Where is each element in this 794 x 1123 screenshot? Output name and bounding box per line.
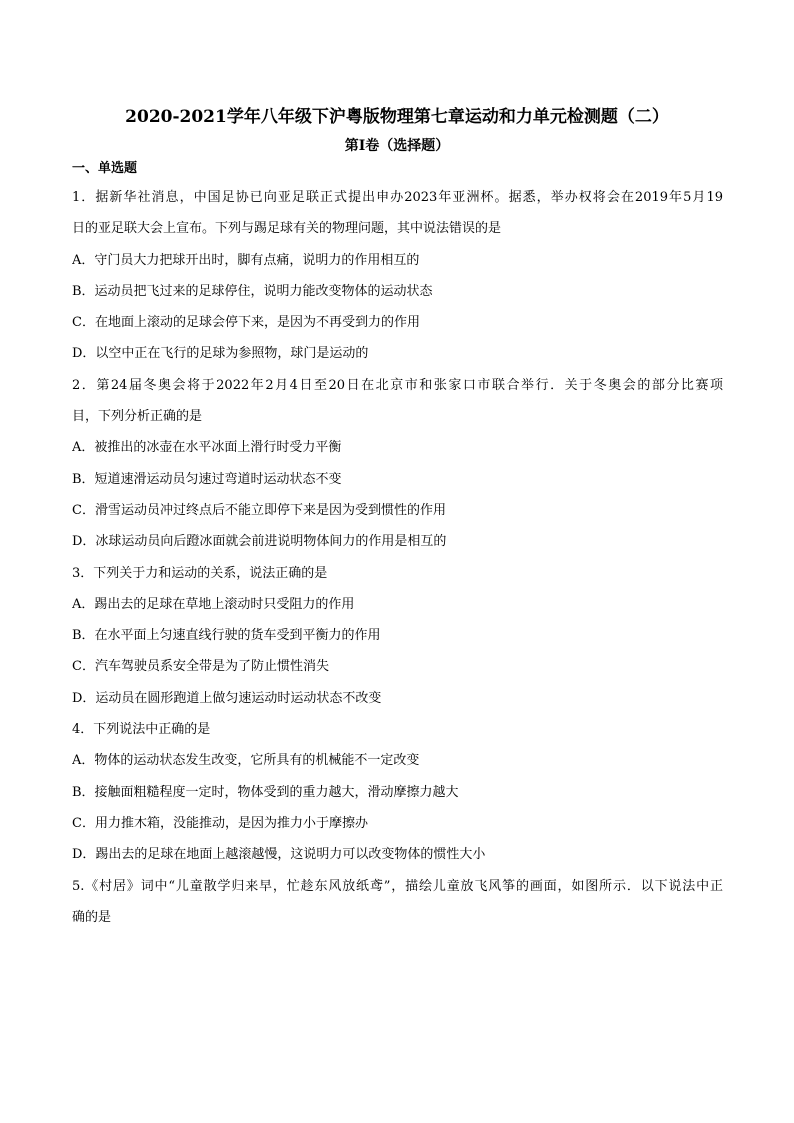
section-heading: 一、单选题 [72, 161, 138, 176]
answer-option-b: B．运动员把飞过来的足球停住，说明力能改变物体的运动状态 [72, 283, 433, 299]
answer-option-c: C．汽车驾驶员系安全带是为了防止惯性消失 [72, 659, 329, 675]
answer-option-b: B．短道速滑运动员匀速过弯道时运动状态不变 [72, 471, 342, 487]
question-stem-line: 目，下列分析正确的是 [72, 409, 203, 425]
question-stem-line: 确的是 [72, 909, 112, 925]
question-4 [72, 714, 723, 870]
answer-option-b: B．在水平面上匀速直线行驶的货车受到平衡力的作用 [72, 628, 381, 644]
document-subtitle: 第I卷（选择题） [344, 138, 450, 154]
question-5 [72, 871, 723, 934]
answer-option-a: A．物体的运动状态发生改变，它所具有的机械能不一定改变 [72, 753, 420, 769]
answer-option-d: D．运动员在圆形跑道上做匀速运动时运动状态不改变 [72, 690, 382, 706]
answer-option-a: A．被推出的冰壶在水平冰面上滑行时受力平衡 [72, 440, 342, 456]
question-list [72, 182, 723, 933]
question-stem-line: 2．第24届冬奥会将于2022年2月4日至20日在北京市和张家口市联合举行．关于冬奥会的部分比赛项 [72, 377, 723, 393]
question-3 [72, 558, 723, 714]
question-2 [72, 370, 723, 558]
answer-option-b: B．接触面粗糙程度一定时，物体受到的重力越大，滑动摩擦力越大 [72, 784, 459, 800]
answer-option-c: C．用力推木箱，没能推动，是因为推力小于摩擦办 [72, 815, 368, 831]
answer-option-d: D．冰球运动员向后蹬冰面就会前进说明物体间力的作用是相互的 [72, 534, 447, 550]
answer-option-c: C．滑雪运动员冲过终点后不能立即停下来是因为受到惯性的作用 [72, 502, 446, 518]
document-title: 2020-2021学年八年级下沪粤版物理第七章运动和力单元检测题（二） [125, 107, 669, 127]
question-1 [72, 182, 723, 370]
question-stem-line: 5.《村居》词中“儿童散学归来早，忙趁东风放纸鸢”，描绘儿童放飞风筝的画面，如图所示．以下说法中正 [72, 878, 723, 894]
question-stem-line: 1．据新华社消息，中国足协已向亚足联正式提出申办2023年亚洲杯。据悉，举办权将会在2019年5月19 [72, 190, 723, 205]
question-stem-line: 3．下列关于力和运动的关系，说法正确的是 [72, 565, 328, 581]
answer-option-a: A．踢出去的足球在草地上滚动时只受阻力的作用 [72, 596, 355, 612]
question-stem-line: 4．下列说法中正确的是 [72, 722, 211, 738]
answer-option-a: A．守门员大力把球开出时，脚有点痛，说明力的作用相互的 [72, 252, 420, 268]
question-stem-line: 日的亚足联大会上宣布。下列与踢足球有关的物理问题，其中说法错误的是 [72, 221, 502, 237]
answer-option-d: D．踢出去的足球在地面上越滚越慢，这说明力可以改变物体的惯性大小 [72, 847, 486, 863]
answer-option-c: C．在地面上滚动的足球会停下来，是因为不再受到力的作用 [72, 315, 420, 331]
answer-option-d: D．以空中正在飞行的足球为参照物，球门是运动的 [72, 346, 369, 362]
